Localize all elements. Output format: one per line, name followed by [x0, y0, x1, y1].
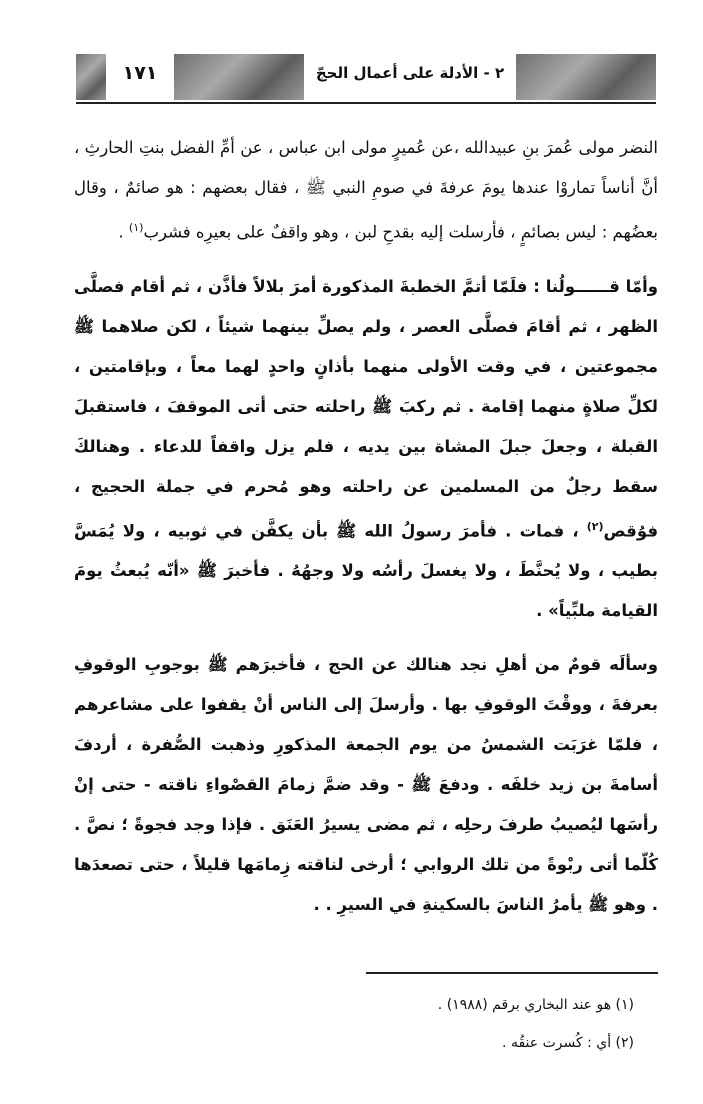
header-rule	[76, 102, 656, 104]
paragraph-1	[74, 128, 658, 253]
header-decor-block-left	[76, 54, 106, 100]
paragraph-3	[74, 645, 658, 925]
paragraph-text: فلَمّا أتمَّ الخطبةَ المذكورة أمرَ بلالاً فأذَّن ، ثم أقام فصلَّى الظهر ، ثم أقامَ فصلَّى العصر ، ولم يصلِّ بينهما شيئاً ، لكن صلاهما ﷺ مجموعتين ، في وقت الأولى منهما بأذانٍ واحدٍ لهما معاً ، وبإقامتين ، لكلِّ صلاةٍ منهما إقامة . ثم ركبَ ﷺ راحلته حتى أتى الموقفَ ، فاستقبلَ القبلة ، وجعلَ جبلَ المشاة بين يديه ، فلم يزل واقفاً للدعاء . وهنالكَ سقط رجلٌ من المسلمين عن راحلته وهو مُحرم في جملة الحجيج ، فوُقص	[74, 276, 658, 540]
footnote-2: (٢) أي : كُسرت عنقُه .	[502, 1035, 634, 1051]
main-text	[74, 128, 658, 939]
footnote-ref-1[interactable]: (١)	[128, 221, 144, 234]
footnote-1: (١) هو عند البخاري برقم (١٩٨٨) .	[437, 997, 634, 1013]
footnote-separator	[366, 972, 658, 974]
header-decor-block-right	[516, 54, 656, 100]
header-decor-block-middle	[174, 54, 304, 100]
paragraph-2	[74, 267, 658, 632]
paragraph-text: النضر مولى عُمرَ بنِ عبيدالله ،عن عُميرٍ مولى ابن عباس ، عن أمِّ الفضل بنتِ الحارثِ ، أنَّ أناساً تماروْا عندها يومَ عرفةَ في صومِ النبي ﷺ ، فقال بعضهم : هو صائمٌ ، وقال بعضُهم : ليس بصائمٍ ، فأرسلت إليه بقدحِ لبن ، وهو واقفٌ على بعيرِه فشرب	[74, 138, 658, 242]
footnotes	[74, 988, 634, 1066]
paragraph-tail: ، فمات . فأمرَ رسولُ الله ﷺ بأن يكفَّن في ثوبيه ، ولا يُمَسَّ بطيب ، ولا يُحنَّطَ ، ولا يغسلَ رأسُه ولا وجهُهُ . فأخبرَ ﷺ «أنّه يُبعثُ يومَ القيامة ملبِّياً» .	[74, 521, 658, 620]
page-header	[76, 48, 656, 104]
paragraph-lead: وأمّا قــــــولُنا :	[533, 276, 659, 296]
paragraph-text: وسألَه قومٌ من أهلِ نجد هنالك عن الحج ، فأخبرَهم ﷺ بوجوبِ الوقوفِ بعرفةَ ، ووقْتَ الوقوفِ بها . وأرسلَ إلى الناس أنْ يقفوا على مشاعرهم ، فلمّا غرَبَت الشمسُ من يوم الجمعة المذكورِ وذهبت الصُّفرة ، أردفَ أسامةَ بن زيد خلفَه . ودفعَ ﷺ - وقد ضمَّ زمامَ القصْواءِ ناقته - حتى إنْ رأسَها ليُصيبُ طرفَ رحلِه ، ثم مضى يسيرُ العَنَق . فإذا وجد فجوةً ؛ نصَّ . كُلّما أتى ربْوةً من تلك الروابي ؛ أرخى لناقته زِمامَها قليلاً ، حتى تصعدَها . وهو ﷺ يأمرُ الناسَ بالسكينةِ في السيرِ . .	[74, 655, 658, 914]
paragraph-tail: .	[118, 222, 129, 242]
page-number: ١٧١	[122, 62, 158, 84]
footnote-ref-2[interactable]: (٢)	[586, 519, 604, 533]
running-title: ٢ - الأدلة على أعمال الحجّ	[315, 64, 505, 82]
